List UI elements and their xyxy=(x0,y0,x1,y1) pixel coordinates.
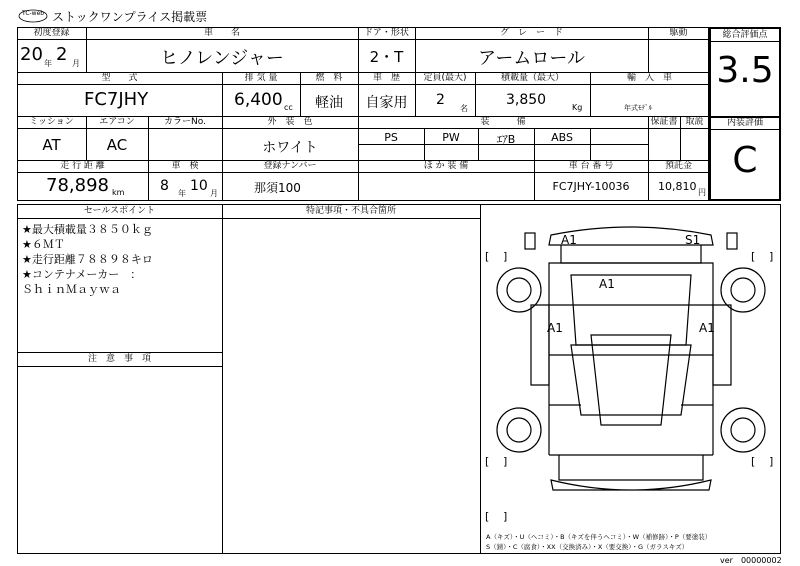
type-label: 型 式 xyxy=(101,73,138,83)
special-notes-label: 特記事項・不具合箇所 xyxy=(305,206,396,216)
displacement-unit: cc xyxy=(284,103,293,112)
damage-mark: S1 xyxy=(685,233,701,247)
document-title: ストックワンプライス掲載票 xyxy=(52,10,208,24)
bracket-open: [ xyxy=(485,510,490,523)
equipment-label: 装 備 xyxy=(480,117,526,127)
interior-score-label: 内装評価 xyxy=(726,118,763,128)
bracket-close: ] xyxy=(503,455,508,468)
displacement: 6,400 xyxy=(234,90,283,110)
inspection-year: 8 xyxy=(160,178,169,194)
bracket-open: [ xyxy=(751,250,756,263)
sales-point: ★走行距離７８８９８キロ xyxy=(22,253,153,266)
model-name-label: 車 名 xyxy=(203,28,240,38)
bracket-close: ] xyxy=(503,250,508,263)
sales-points-list xyxy=(22,222,153,297)
equipment-ps: PS xyxy=(384,131,398,144)
inspection-month: 10 xyxy=(190,178,208,194)
first-reg-month: 2 xyxy=(56,44,68,65)
inspection-label: 車 検 xyxy=(171,161,199,171)
manual-label: 取説 xyxy=(685,117,704,127)
color-no-label: カラーNo. xyxy=(164,117,206,127)
overall-score: 3.5 xyxy=(716,50,774,91)
sales-point: ★６ＭＴ xyxy=(22,238,65,251)
logo-text: TC-web xyxy=(22,10,45,17)
aircon-label: エアコン xyxy=(99,117,135,127)
sales-point: ＳｈｉｎＭａｙｗａ xyxy=(22,283,121,296)
bracket-open: [ xyxy=(485,250,490,263)
other-equipment-label: ほ か 装 備 xyxy=(423,161,469,171)
inspection-year-unit: 年 xyxy=(178,189,186,198)
history: 自家用 xyxy=(365,95,408,111)
mission-label: ミッション xyxy=(29,117,74,127)
first-reg-label: 初度登録 xyxy=(33,28,70,38)
door-shape: 2・T xyxy=(369,48,404,66)
mileage-unit: km xyxy=(112,188,125,197)
mission: AT xyxy=(42,136,61,154)
deposit-unit: 円 xyxy=(698,188,706,197)
equipment-pw: PW xyxy=(442,131,460,144)
sales-points-label: セールスポイント xyxy=(83,206,156,216)
import-label: 輸 入 車 xyxy=(626,73,672,83)
damage-mark: A1 xyxy=(699,321,715,335)
exterior-color: ホワイト xyxy=(262,140,318,156)
sales-point: ★コンテナメーカー ： xyxy=(22,268,142,281)
plate-label: 登録ナンバー xyxy=(263,161,317,171)
cautions-label: 注 意 事 項 xyxy=(87,354,151,364)
bracket-close: ] xyxy=(769,455,774,468)
capacity-label: 定員(最大) xyxy=(423,73,467,83)
vehicle-damage-diagram xyxy=(481,205,780,530)
chassis-no: FC7JHY-10036 xyxy=(552,180,630,193)
fuel-label: 燃 料 xyxy=(315,73,343,83)
capacity-unit: 名 xyxy=(460,104,468,113)
drive-label: 駆動 xyxy=(669,28,688,38)
first-reg-year: 20 xyxy=(20,44,43,65)
displacement-label: 排 気 量 xyxy=(244,73,278,83)
warranty-label: 保証書 xyxy=(650,117,678,127)
mileage-label: 走 行 距 離 xyxy=(60,161,105,171)
bracket-close: ] xyxy=(503,510,508,523)
fuel: 軽油 xyxy=(315,95,343,111)
deposit-label: 預託金 xyxy=(664,161,692,171)
damage-mark: A1 xyxy=(547,321,563,335)
first-reg-month-unit: 月 xyxy=(72,59,80,68)
sales-point: ★最大積載量３８５０ｋｇ xyxy=(22,223,153,236)
inspection-month-unit: 月 xyxy=(210,189,218,198)
grade: アームロール xyxy=(477,48,586,69)
damage-mark: A1 xyxy=(599,277,615,291)
load: 3,850 xyxy=(506,92,547,108)
history-label: 車 歴 xyxy=(372,73,400,83)
bracket-open: [ xyxy=(751,455,756,468)
load-unit: Kg xyxy=(572,103,583,112)
load-label: 積載量（最大） xyxy=(500,73,564,83)
vehicle-name: ヒノレンジャー xyxy=(160,48,284,69)
mileage: 78,898 xyxy=(46,175,109,196)
bracket-open: [ xyxy=(485,455,490,468)
interior-score: C xyxy=(732,140,758,181)
legend-line-1: A（キズ）・U（ヘコミ）・B（キズを伴うヘコミ）・W（補修跡）・P（要塗装） xyxy=(486,533,712,541)
version: ver 00000002 xyxy=(720,556,782,565)
logo xyxy=(18,8,48,22)
damage-mark: A1 xyxy=(561,233,577,247)
chassis-no-label: 車 台 番 号 xyxy=(568,161,614,171)
capacity: 2 xyxy=(436,92,445,108)
equipment-abs: ABS xyxy=(551,131,573,144)
door-shape-label: ドア・形状 xyxy=(364,28,409,38)
model-year-label: 年式ﾓﾃﾞﾙ xyxy=(624,104,652,112)
exterior-color-label: 外 装 色 xyxy=(267,117,313,127)
deposit: 10,810 xyxy=(658,180,697,193)
aircon: AC xyxy=(106,136,128,154)
grade-label: グ レ ー ド xyxy=(499,28,563,38)
bracket-close: ] xyxy=(769,250,774,263)
equipment-airbag: ｴｱB xyxy=(496,133,516,146)
overall-score-label: 総合評価点 xyxy=(722,30,768,40)
first-reg-year-unit: 年 xyxy=(44,59,52,68)
legend-line-2: S（錆）・C（腐食）・XX（交換済み）・X（要交換）・G（ガラスキズ） xyxy=(486,543,689,551)
model-code: FC7JHY xyxy=(84,89,149,110)
plate-number: 那須100 xyxy=(254,181,301,195)
